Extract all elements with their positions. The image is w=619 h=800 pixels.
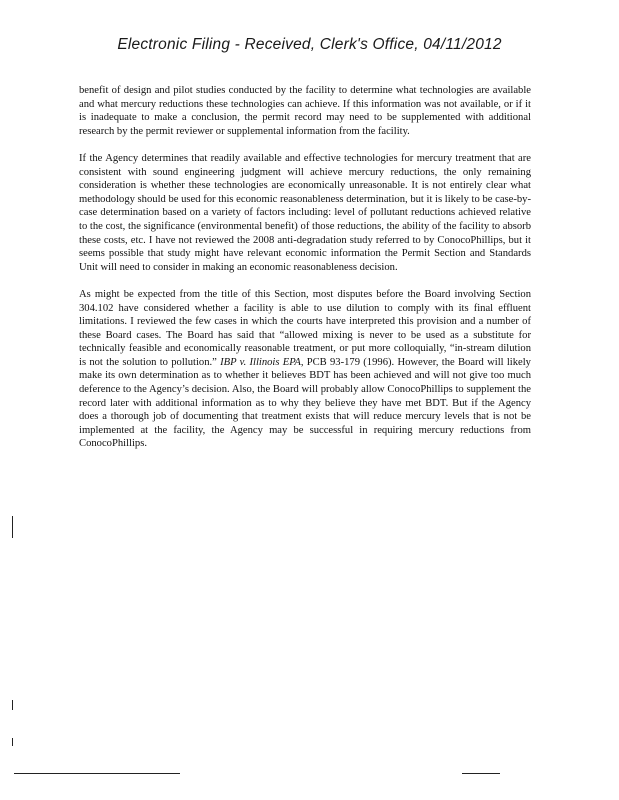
scan-mark-left-1 — [12, 516, 13, 538]
case-citation: IBP v. Illinois EPA — [220, 356, 301, 368]
paragraph-economic-reasonableness: If the Agency determines that readily available and effective technologies for mercury treatment that are consistent with sound engineering judgment will achieve mercury reductions, the only remaining consideration is whether these technologies are economically unreasonable. It is not entirely clear what methodology should be used for this economic reasonableness determination, but it is likely to be case-by-case determination based on a variety of factors including: level of pollutant reductions achieved relative to the cost, the significance (environmental benefit) of those reductions, the ability of the facility to absorb these costs, etc. I have not reviewed the 2008 anti-degradation study referred to by ConocoPhillips, but it seems possible that study might have relevant economic information the Permit Section and Standards Unit will need to consider in making an economic reasonableness decision. — [79, 152, 531, 273]
paragraph-board-text-after: , PCB 93-179 (1996). However, the Board will likely make its own determination as to whether it believes BDT has been achieved and will not give too much deference to the Agency’s decision. Also, the Board will probably allow ConocoPhillips to supplement the record later with additional information as to why they believe they have met BDT. But if the Agency does a thorough job of documenting that treatment exists that will reduce mercury levels that is not be implemented at the facility, the Agency may be successful in requiring mercury reductions from ConocoPhillips. — [79, 356, 531, 450]
scan-mark-left-2 — [12, 700, 13, 710]
paragraph-board-decisions — [79, 288, 531, 451]
document-body — [79, 84, 531, 465]
paragraph-board-text-before: As might be expected from the title of this Section, most disputes before the Board involving Section 304.102 have considered whether a facility is able to use dilution to comply with its final effluent limitations. I reviewed the few cases in which the courts have interpreted this provision and a number of these Board cases. The Board has said that “allowed mixing is never to be used as a substitute for technically feasible and economically reasonable treatment, or put more colloquially, “in-stream dilution is not the solution to pollution.” — [79, 288, 531, 368]
paragraph-design-studies: benefit of design and pilot studies conducted by the facility to determine what technologies are available and what mercury reductions these technologies can achieve. If this information was not available, or if it is inadequate to make a conclusion, the permit record may need to be supplemented with additional research by the permit reviewer or supplemental information from the facility. — [79, 85, 531, 137]
scan-line-bottom-left — [14, 773, 180, 774]
scan-line-bottom-right — [462, 773, 500, 774]
electronic-filing-stamp: Electronic Filing - Received, Clerk's Office, 04/11/2012 — [117, 36, 502, 53]
scan-mark-left-3 — [12, 738, 13, 746]
